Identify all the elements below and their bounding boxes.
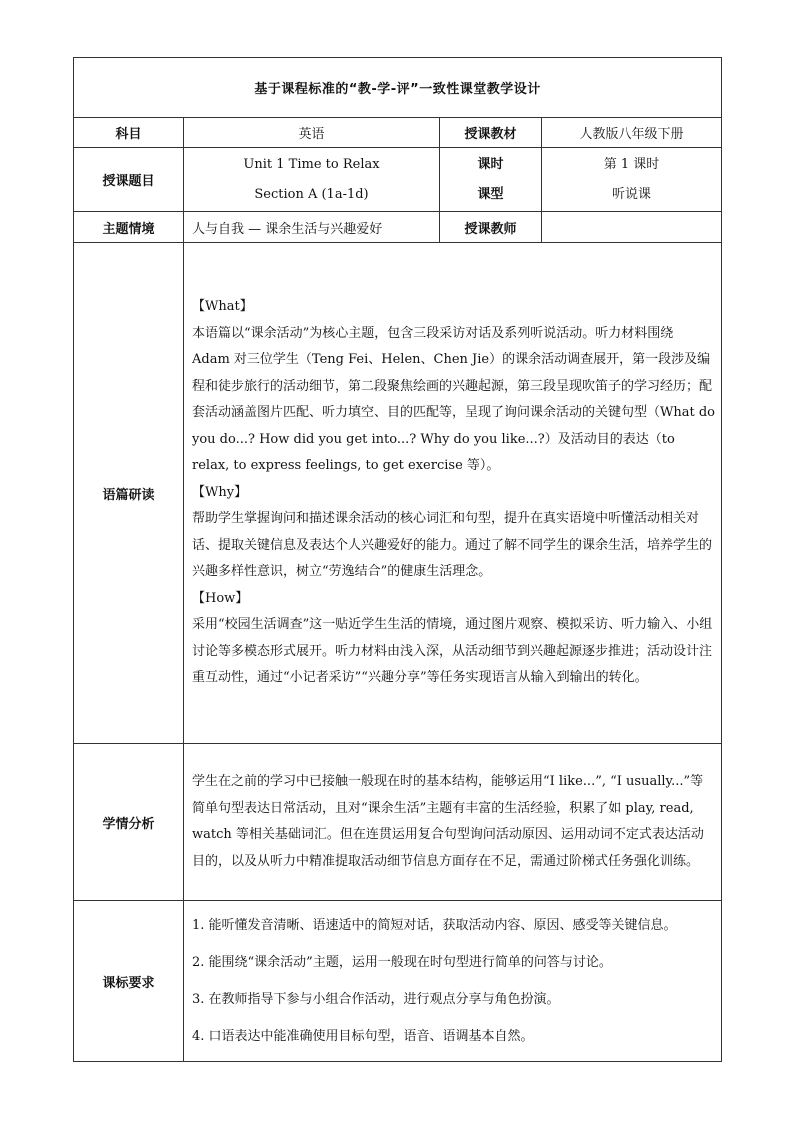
topic-line-2: Section A (1a-1d) [254, 186, 369, 202]
period-type-labels [440, 148, 542, 212]
topic-value [184, 148, 440, 212]
theme-label: 主题情境 [74, 212, 184, 243]
standards-row [74, 901, 722, 1062]
subject-label: 科目 [74, 118, 184, 148]
subject-value: 英语 [184, 118, 440, 148]
theme-row [74, 212, 722, 243]
period-label: 课时 [477, 156, 504, 172]
what-heading: 【What】 [192, 299, 253, 315]
topic-line-1: Unit 1 Time to Relax [243, 156, 380, 172]
standards-list [184, 901, 722, 1062]
learners-row [74, 744, 722, 901]
learners-label: 学情分析 [74, 744, 184, 901]
title-row [74, 58, 722, 118]
analysis-label: 语篇研读 [74, 243, 184, 744]
type-label: 课型 [477, 186, 504, 202]
why-heading: 【Why】 [192, 484, 248, 500]
standard-item: 4. 口语表达中能准确使用目标句型，语音、语调基本自然。 [192, 1029, 534, 1044]
analysis-content [184, 243, 722, 744]
type-value: 听说课 [612, 186, 652, 202]
theme-value: 人与自我 — 课余生活与兴趣爱好 [184, 212, 440, 243]
teacher-value [542, 212, 722, 243]
what-text: 本语篇以“课余活动”为核心主题，包含三段采访对话及系列听说活动。听力材料围绕 Adam 对三位学生（Teng Fei、Helen、Chen Jie）的课余活动调查展开，第一段涉及编程和徒步旅行的活动细节，第二段聚焦绘画的兴趣起源，第三段呈现吹笛子的学习经历；配套活动涵盖图片匹配、听力填空、目的匹配等，呈现了询问课余活动的关键句型（What do you do...? How did you get into...? Why do you like...?）及活动目的表达（to relax, to express feelings, to get exercise 等）。 [192, 325, 715, 474]
period-value: 第 1 课时 [603, 156, 660, 172]
material-value: 人教版八年级下册 [542, 118, 722, 148]
topic-label: 授课题目 [74, 148, 184, 212]
standard-item: 1. 能听懂发音清晰、语速适中的简短对话，获取活动内容、原因、感受等关键信息。 [192, 918, 677, 933]
how-heading: 【How】 [192, 590, 249, 606]
topic-row [74, 148, 722, 212]
lesson-plan-table [73, 57, 722, 1062]
material-label: 授课教材 [440, 118, 542, 148]
analysis-row [74, 243, 722, 744]
learners-text: 学生在之前的学习中已接触一般现在时的基本结构，能够运用“I like...”, “I usually...”等简单句型表达日常活动，且对“课余生活”主题有丰富的生活经验，积累了如 play, read, watch 等相关基础词汇。但在连贯运用复合句型询问活动原因、运用动词不定式表达活动目的，以及从听力中精准提取活动细节信息方面存在不足，需通过阶梯式任务强化训练。 [184, 744, 722, 901]
standards-label: 课标要求 [74, 901, 184, 1062]
period-type-values [542, 148, 722, 212]
how-text: 采用“校园生活调查”这一贴近学生生活的情境，通过图片观察、模拟采访、听力输入、小组讨论等多模态形式展开。听力材料由浅入深，从活动细节到兴趣起源逐步推进；活动设计注重互动性，通过“小记者采访”“兴趣分享”等任务实现语言从输入到输出的转化。 [192, 617, 713, 686]
standard-item: 2. 能围绕“课余活动”主题，运用一般现在时句型进行简单的问答与讨论。 [192, 955, 612, 970]
subject-row [74, 118, 722, 148]
document-title: 基于课程标准的“教-学-评”一致性课堂教学设计 [74, 58, 722, 118]
teacher-label: 授课教师 [440, 212, 542, 243]
standard-item: 3. 在教师指导下参与小组合作活动，进行观点分享与角色扮演。 [192, 992, 560, 1007]
why-text: 帮助学生掌握询问和描述课余活动的核心词汇和句型，提升在真实语境中听懂活动相关对话、提取关键信息及表达个人兴趣爱好的能力。通过了解不同学生的课余生活，培养学生的兴趣多样性意识，树立“劳逸结合”的健康生活理念。 [192, 511, 713, 580]
